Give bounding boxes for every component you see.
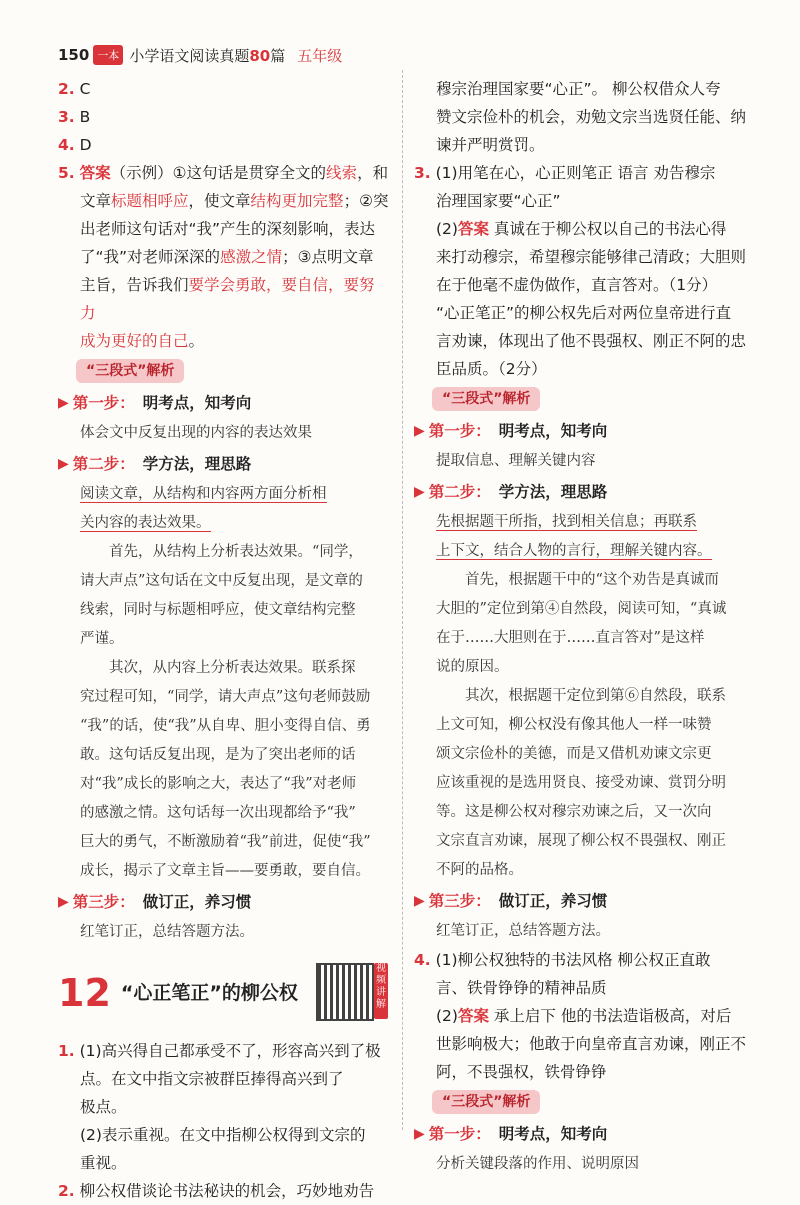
qr-code-icon[interactable] [316, 963, 374, 1021]
step-1: ▶ 第一步： 明考点，知考向 [414, 1120, 770, 1148]
book-title: 小学语文阅读真题80篇 [129, 46, 286, 65]
step-3-body: 红笔订正，总结答题方法。 [436, 923, 610, 939]
video-label: 视频讲解 [374, 963, 388, 1019]
page-number: 150 [58, 46, 90, 64]
answer-4: 4. D [58, 136, 92, 154]
analysis-tag: “三段式”解析 [432, 1090, 540, 1114]
step-1: ▶ 第一步： 明考点，知考向 [58, 389, 390, 417]
arrow-icon: ▶ [58, 456, 69, 472]
grade-label: 五年级 [297, 46, 343, 65]
answer-12-1: 1. (1)高兴得自己都承受不了，形容高兴到了极 点。在文中指文宗被群臣捧得高兴到了 极点。 (2)表示重视。在文中指柳公权得到文宗的 重视。 [58, 1042, 381, 1172]
arrow-icon: ▶ [58, 395, 69, 411]
step-3: ▶ 第三步： 做订正，养习惯 [58, 888, 390, 916]
column-divider [402, 70, 403, 1130]
brand-badge: 一本 [93, 45, 123, 65]
section-number: 12 [58, 971, 111, 1015]
arrow-icon: ▶ [414, 1126, 425, 1142]
step-3: ▶ 第三步： 做订正，养习惯 [414, 887, 770, 915]
analysis-para-2: 其次，根据题干定位到第⑥自然段，联系 上文可知，柳公权没有像其他人一样一味赞 颂文宗俭朴的美德，而是又借机劝谏文宗更 应该重视的是选用贤良、接受劝谏、赏罚分明 等。这是柳公权对穆宗劝谏之后，又一次向 文宗直言劝谏，展现了柳公权不畏强权、刚正 不阿的品格。 [436, 688, 726, 878]
analysis-tag: “三段式”解析 [76, 359, 184, 383]
step-1-body: 提取信息、理解关键内容 [436, 453, 596, 469]
step-2: ▶ 第二步： 学方法，理思路 [414, 478, 770, 506]
answer-2: 2. C [58, 80, 91, 98]
analysis-tag: “三段式”解析 [432, 387, 540, 411]
analysis-para-1: 首先，根据题干中的“这个劝告是真诚而 大胆的”定位到第④自然段，阅读可知，“真诚 在于……大胆则在于……直言答对”是这样 说的原因。 [436, 572, 727, 675]
answer-12-2-cont: 穆宗治理国家要“心正”。 柳公权借众人夸 赞文宗俭朴的机会，劝勉文宗当选贤任能、纳 谏并严明赏罚。 [436, 80, 747, 154]
arrow-icon: ▶ [58, 894, 69, 910]
arrow-icon: ▶ [414, 893, 425, 909]
arrow-icon: ▶ [414, 484, 425, 500]
step-1: ▶ 第一步： 明考点，知考向 [414, 417, 770, 445]
section-12-heading [58, 963, 390, 1023]
answer-12-4: 4. (1)柳公权独特的书法风格 柳公权正直敢 言、铁骨铮铮的精神品质 (2)答案 承上启下 他的书法造诣极高，对后 世影响极大；他敢于向皇帝直言劝谏，刚正不 阿，不畏强权，铁骨铮铮 [414, 951, 747, 1081]
step-1-body: 分析关键段落的作用、说明原因 [436, 1156, 639, 1172]
arrow-icon: ▶ [414, 423, 425, 439]
step-3-body: 红笔订正，总结答题方法。 [80, 924, 254, 940]
answer-12-2: 2. 柳公权借谈论书法秘诀的机会，巧妙地劝告 [58, 1182, 375, 1200]
answer-5: 5. 答案（示例）①这句话是贯穿全文的线索，和 文章标题相呼应，使文章结构更加完整；②突 出老师这句话对“我”产生的深刻影响，表达 了“我”对老师深深的感激之情；③点明文章 主旨，告诉我们要学会勇敢，要自信，要努力 成为更好的自己。 [58, 164, 389, 350]
answer-3: 3. B [58, 108, 91, 126]
section-title: “心正笔正”的柳公权 [120, 982, 298, 1004]
analysis-para-2: 其次，从内容上分析表达效果。联系探 究过程可知，“同学，请大声点”这句老师鼓励 “我”的话，使“我”从自卑、胆小变得自信、勇 敢。这句话反复出现，是为了突出老师的话 对“我”成长的影响之大，表达了“我”对老师 的感激之情。这句话每一次出现都给予“我” 巨大的勇气，不断激励着“我”前进，促使“我” 成长，揭示了文章主旨——要勇敢，要自信。 [80, 660, 371, 879]
right-column [414, 75, 770, 1179]
step-1-body: 体会文中反复出现的内容的表达效果 [80, 425, 312, 441]
left-column [58, 75, 390, 1205]
answer-12-3: 3. (1)用笔在心，心正则笔正 语言 劝告穆宗 治理国家要“心正” (2)答案 真诚在于柳公权以自己的书法心得 来打动穆宗，希望穆宗能够律己清政；大胆则 在于他毫不虚伪做作，直言答对。（1分） “心正笔正”的柳公权先后对两位皇帝进行直 言劝谏，体现出了他不畏强权、刚正不阿的忠 臣品质。（2分） [414, 164, 747, 378]
step-2-method: 先根据题干所指，找到相关信息；再联系 上下文，结合人物的言行，理解关键内容。 [436, 514, 712, 559]
step-2-method: 阅读文章，从结构和内容两方面分析相 关内容的表达效果。 [80, 486, 327, 531]
analysis-para-1: 首先，从结构上分析表达效果。“同学， 请大声点”这句话在文中反复出现，是文章的 线索，同时与标题相呼应，使文章结构完整 严谨。 [80, 544, 363, 647]
step-2: ▶ 第二步： 学方法，理思路 [58, 450, 390, 478]
page-header [58, 42, 342, 68]
